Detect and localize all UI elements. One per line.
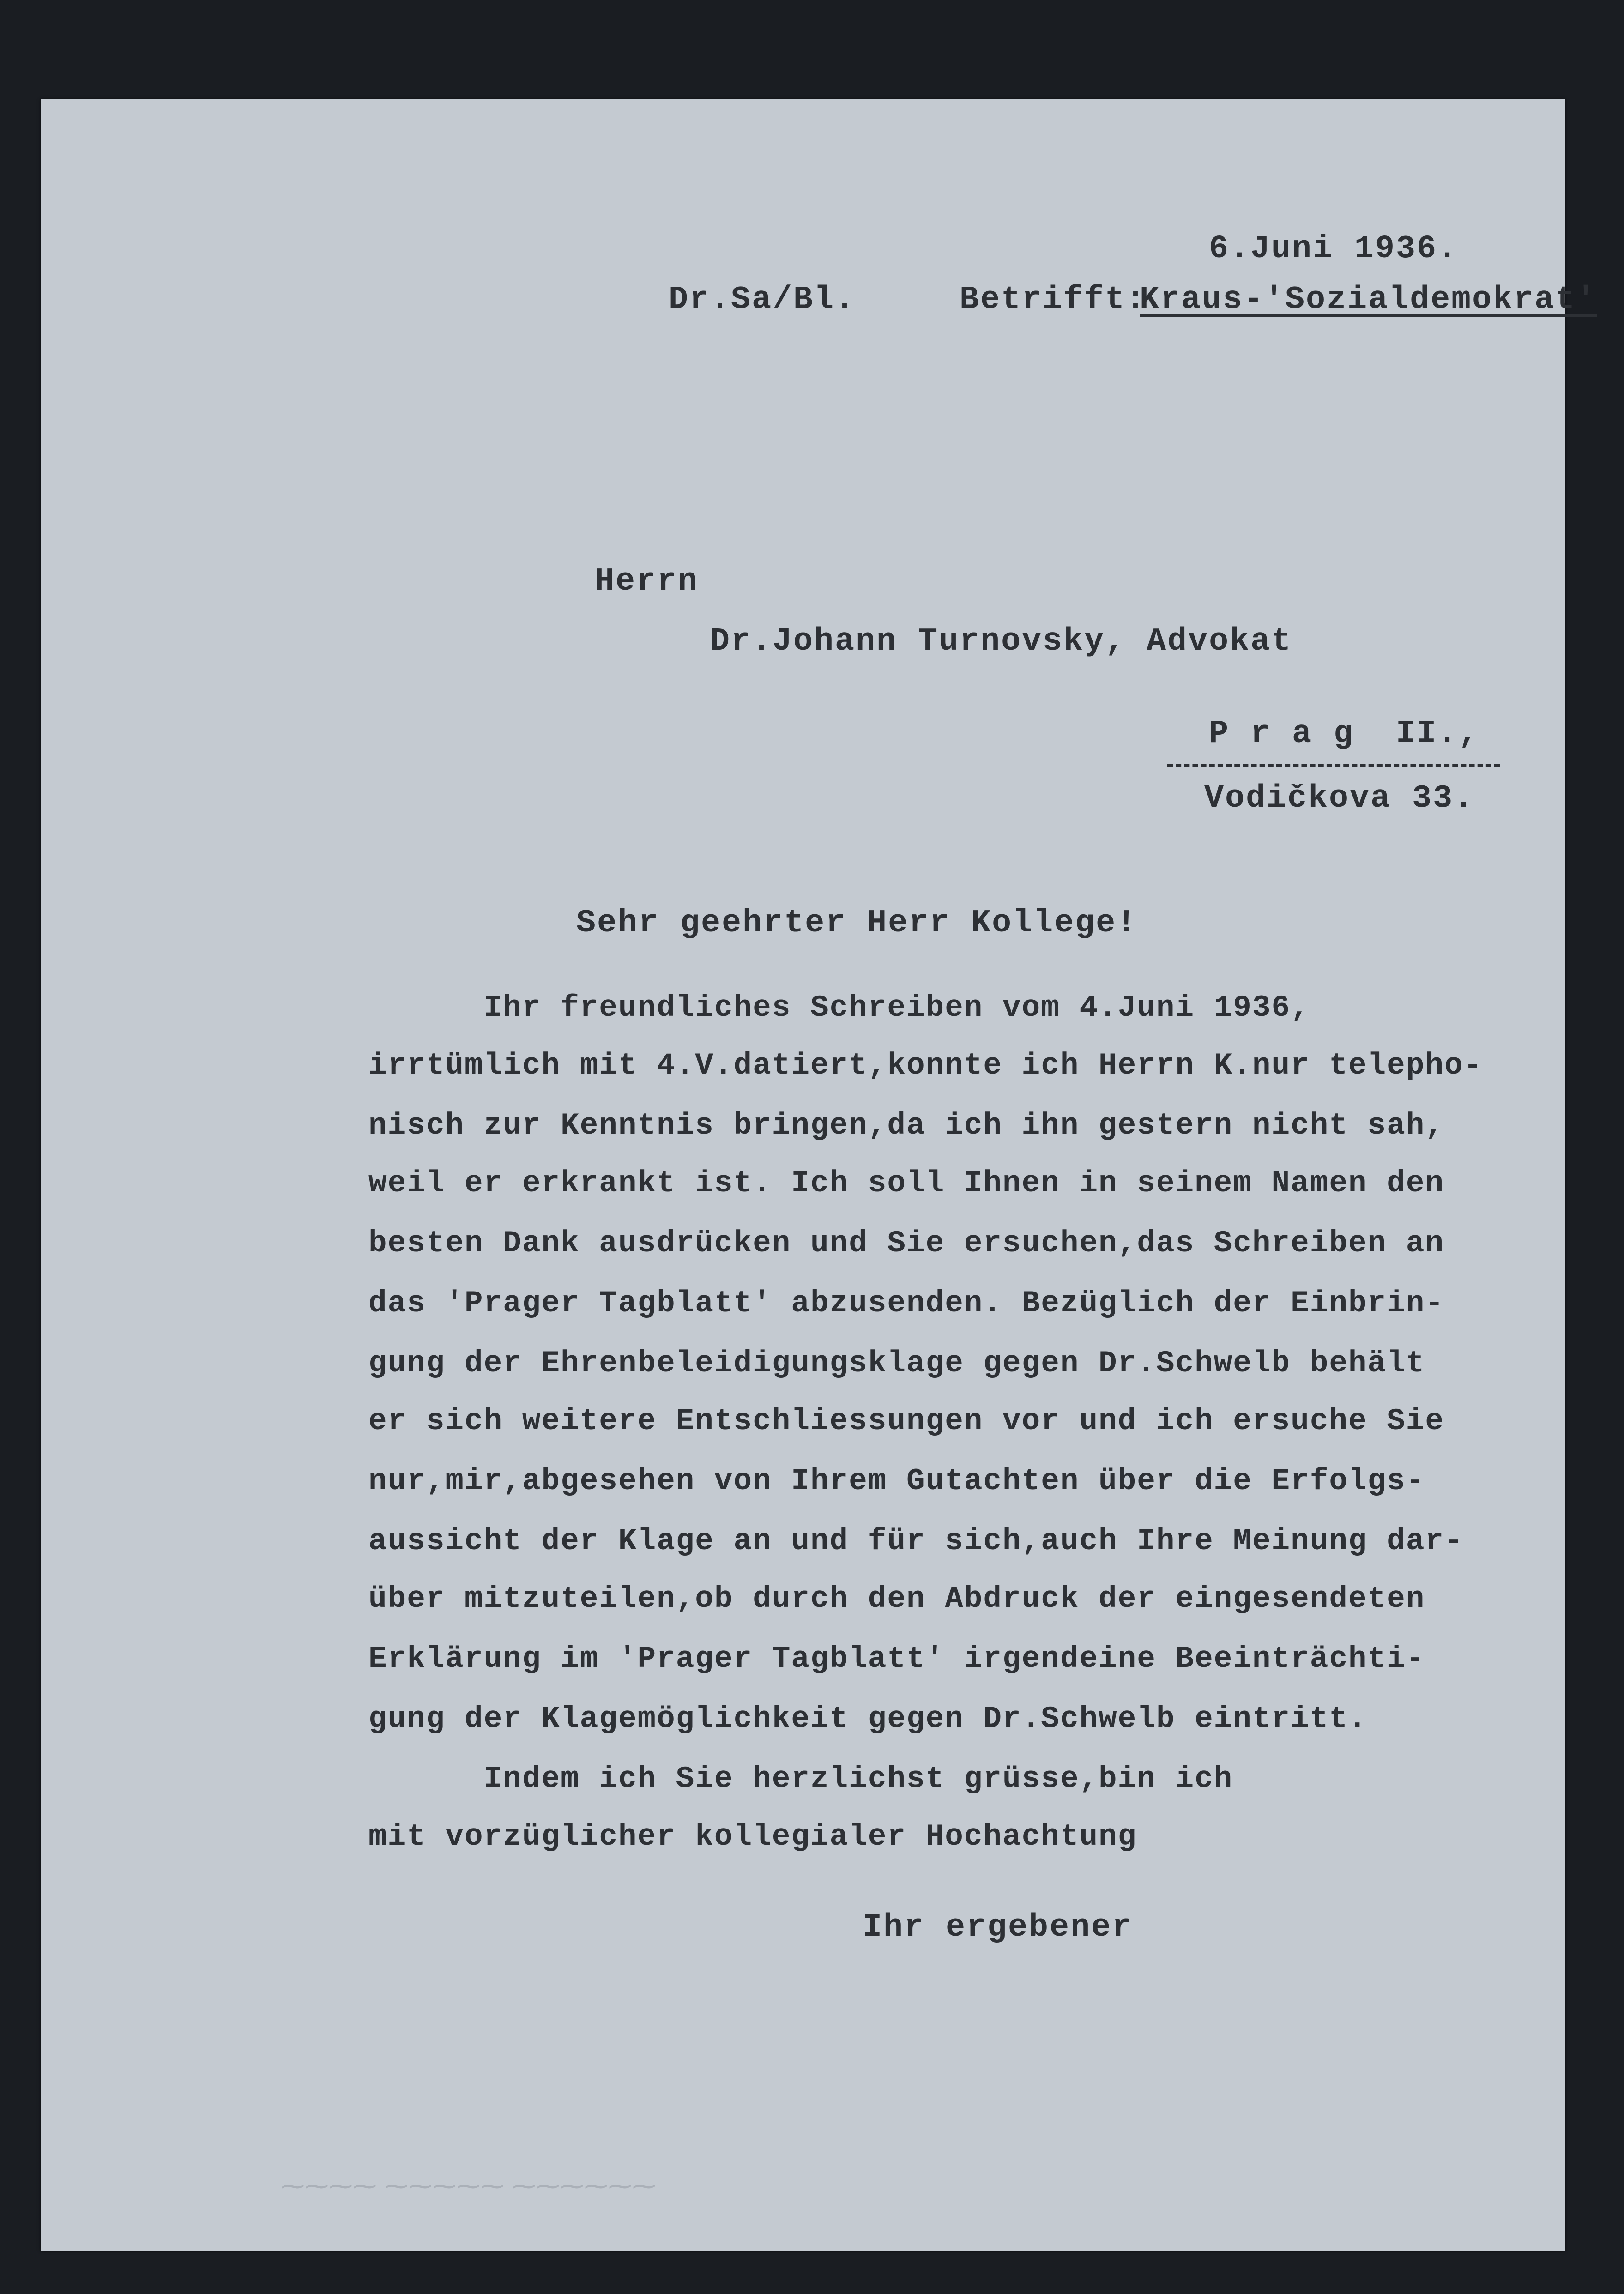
reference-code: Dr.Sa/Bl. bbox=[669, 282, 856, 318]
body-line: aussicht der Klage an und für sich,auch Ihre Meinung dar- bbox=[368, 1524, 1464, 1558]
body-line: das 'Prager Tagblatt' abzusenden. Bezüglich der Einbrin- bbox=[368, 1286, 1444, 1321]
recipient-salutation: Herrn bbox=[595, 563, 699, 600]
body-line: gung der Klagemöglichkeit gegen Dr.Schwelb eintritt. bbox=[368, 1702, 1368, 1736]
subject-line: Kraus-'Sozialdemokrat' bbox=[1140, 282, 1597, 318]
recipient-street: Vodičkova 33. bbox=[1204, 780, 1475, 817]
body-line: besten Dank ausdrücken und Sie ersuchen,das Schreiben an bbox=[368, 1226, 1444, 1261]
body-line: irrtümlich mit 4.V.datiert,konnte ich Herrn K.nur telepho- bbox=[368, 1048, 1483, 1083]
body-line: er sich weitere Entschliessungen vor und ich ersuche Sie bbox=[368, 1404, 1444, 1438]
body-line: über mitzuteilen,ob durch den Abdruck der eingesendeten bbox=[368, 1582, 1425, 1616]
city-rule bbox=[1167, 764, 1500, 767]
recipient-city: P r a g II., bbox=[1209, 716, 1479, 752]
closing: Ihr ergebener bbox=[863, 1909, 1133, 1946]
body-line: Indem ich Sie herzlichst grüsse,bin ich bbox=[368, 1762, 1233, 1796]
body-line: gung der Ehrenbeleidigungsklage gegen Dr.Schwelb behält bbox=[368, 1346, 1425, 1381]
body-line: nur,mir,abgesehen von Ihrem Gutachten über die Erfolgs- bbox=[368, 1464, 1425, 1498]
body-line: Erklärung im 'Prager Tagblatt' irgendeine Beeinträchti- bbox=[368, 1642, 1425, 1676]
body-line: nisch zur Kenntnis bringen,da ich ihn gestern nicht sah, bbox=[368, 1108, 1444, 1143]
body-line: mit vorzüglicher kollegialer Hochachtung bbox=[368, 1819, 1137, 1854]
body-line: weil er erkrankt ist. Ich soll Ihnen in seinem Namen den bbox=[368, 1166, 1444, 1201]
faint-bleed-through-marks: ⁓⁓⁓⁓ ⁓⁓⁓⁓⁓ ⁓⁓⁓⁓⁓⁓ bbox=[281, 2173, 657, 2200]
subject-prefix: Betrifft: bbox=[960, 282, 1147, 318]
greeting: Sehr geehrter Herr Kollege! bbox=[576, 905, 1138, 942]
letter-date: 6.Juni 1936. bbox=[1209, 231, 1459, 267]
body-line: Ihr freundliches Schreiben vom 4.Juni 1936, bbox=[368, 990, 1310, 1025]
letter-sheet bbox=[41, 99, 1597, 2251]
recipient-name: Dr.Johann Turnovsky, Advokat bbox=[710, 623, 1292, 660]
